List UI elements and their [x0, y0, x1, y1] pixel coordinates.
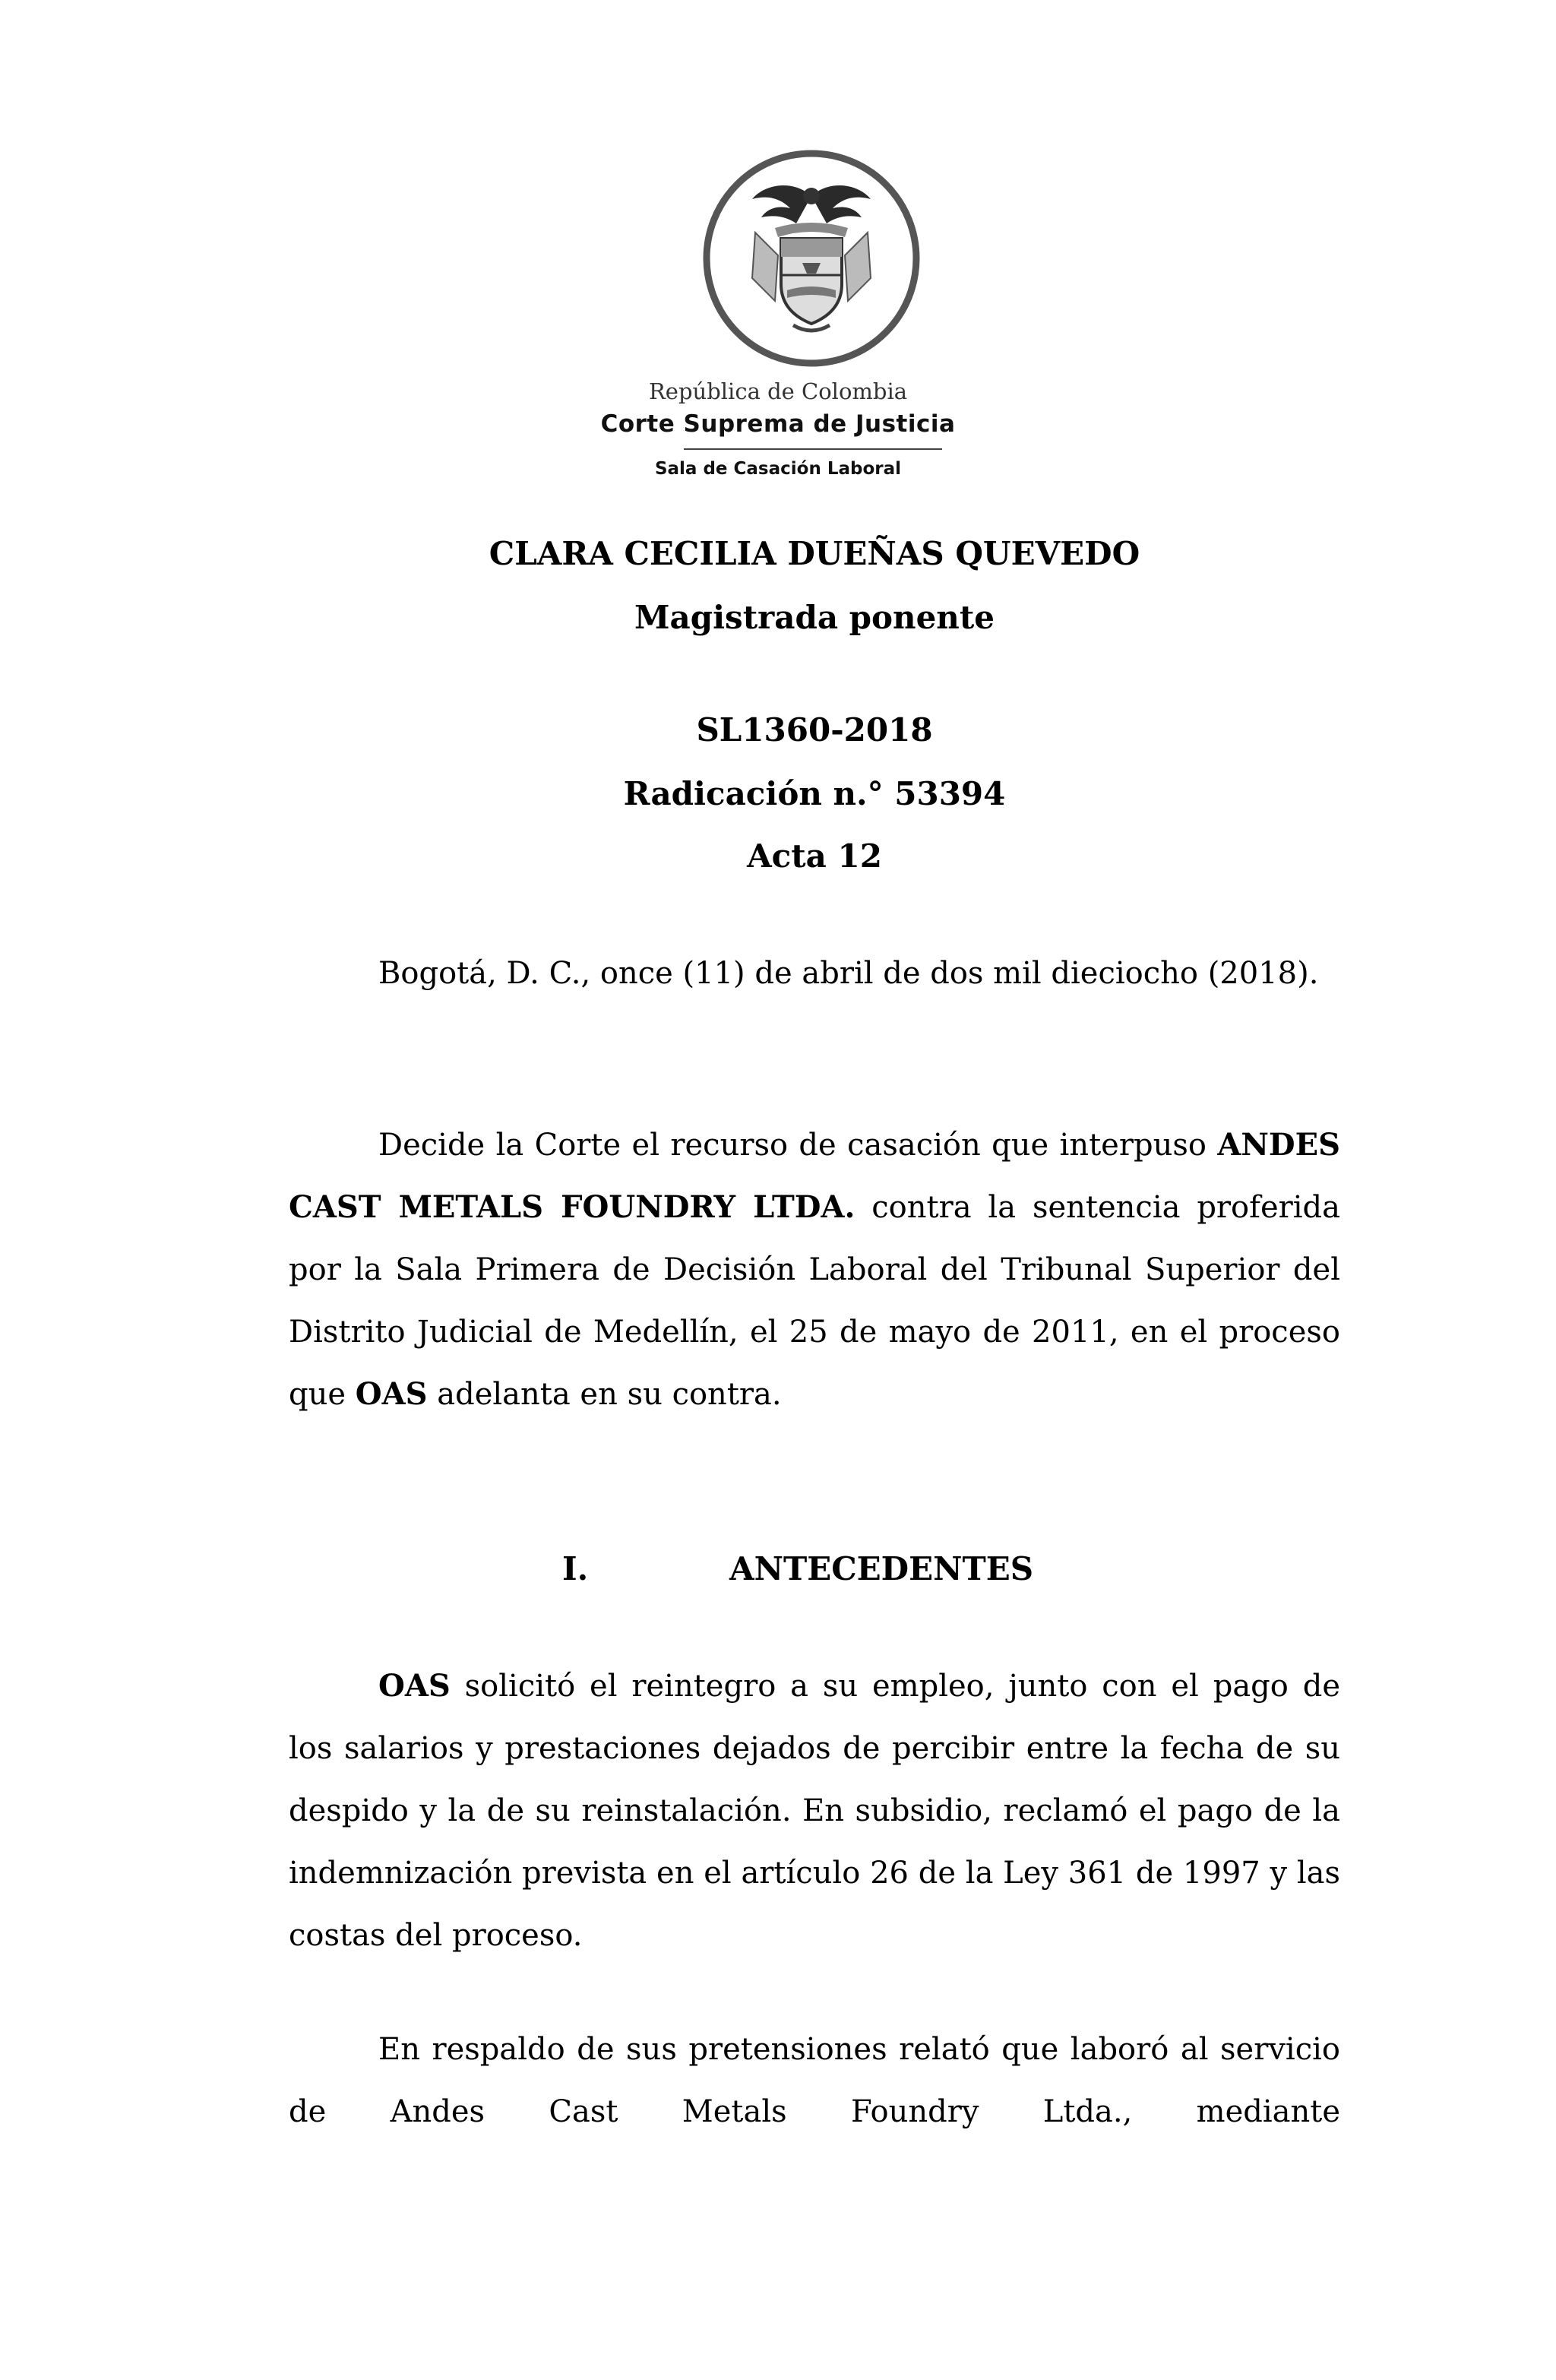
date-paragraph	[289, 942, 1340, 1005]
decision-paragraph	[289, 1114, 1340, 1426]
antecedentes-1-text: solicitó el reintegro a su empleo, junto con el pago de los salarios y prestaciones dejados de percibir entre la fecha de su despido y la de su reinstalación. En subsidio, reclamó el pago de la indemnización prevista en el artículo 26 de la Ley 361 de 1997 y las costas del proceso.	[289, 1669, 1340, 1953]
decision-intro: Decide la Corte el recurso de casación que interpuso	[378, 1128, 1207, 1163]
antecedentes-paragraph-1	[289, 1655, 1340, 1967]
magistrate-role: Magistrada ponente	[634, 599, 995, 636]
ruling-number: SL1360-2018	[696, 711, 933, 748]
antecedentes-paragraph-2	[289, 2018, 1340, 2143]
court-name: Corte Suprema de Justicia	[600, 410, 956, 438]
section-title: ANTECEDENTES	[729, 1550, 1034, 1587]
magistrate-name: CLARA CECILIA DUEÑAS QUEVEDO	[489, 535, 1140, 572]
chamber-name: Sala de Casación Laboral	[654, 459, 902, 479]
section-number: I.	[562, 1550, 589, 1587]
republic-label: República de Colombia	[648, 378, 908, 404]
header-divider	[684, 448, 942, 450]
company-name: ANDES CAST METALS FOUNDRY LTDA.	[289, 1127, 1340, 1225]
decision-middle: contra la sentencia proferida por la Sala Primera de Decisión Laboral del Tribunal Superior del Distrito Judicial de Medellín, el 25 de mayo de 2011, en el proceso que	[289, 1190, 1340, 1412]
date-text: Bogotá, D. C., once (11) de abril de dos mil dieciocho (2018).	[378, 956, 1319, 991]
decision-end: adelanta en su contra.	[437, 1377, 782, 1412]
colombia-coat-of-arms-icon	[702, 149, 921, 368]
acta-number: Acta 12	[747, 837, 882, 875]
party-name-2: OAS	[378, 1668, 451, 1704]
party-name: OAS	[355, 1376, 428, 1412]
radicacion-number: Radicación n.° 53394	[623, 775, 1006, 812]
antecedentes-2-text: En respaldo de sus pretensiones relató que laboró al servicio de Andes Cast Metals Foundry Ltda., mediante	[289, 2032, 1340, 2129]
